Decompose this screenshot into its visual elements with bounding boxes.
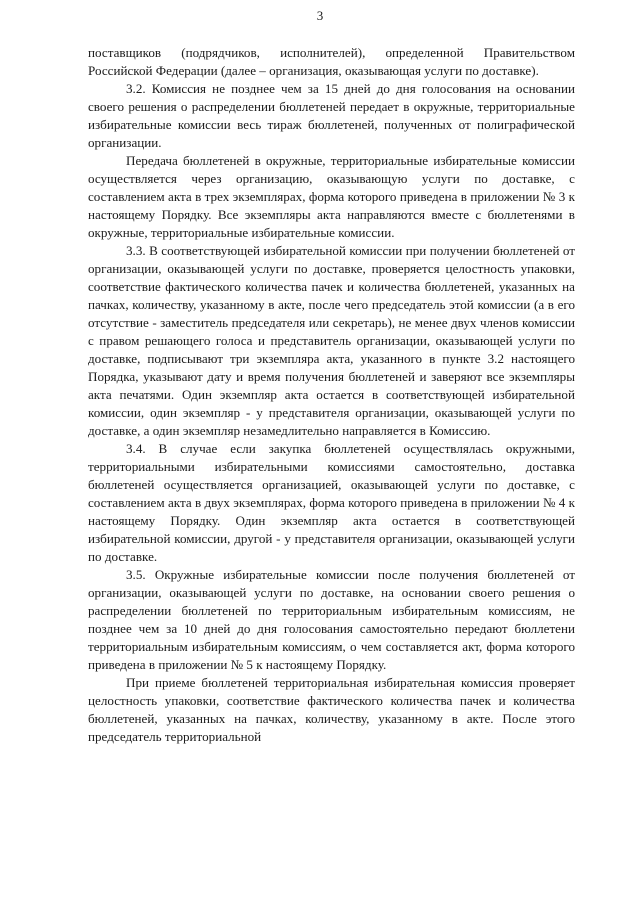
paragraph-continuation: поставщиков (подрядчиков, исполнителей), определенной Правительством Российской Федерации (далее – организация, оказывающая услуги по доставке).: [88, 45, 575, 78]
document-body: [88, 44, 575, 746]
paragraph-3-2-transfer: Передача бюллетеней в окружные, территориальные избирательные комиссии осуществляется через организацию, оказывающую услуги по доставке, с составлением акта в трех экземплярах, форма которого приведена в приложении № 3 к настоящему Порядку. Все экземпляры акта направляются вместе с бюллетенями в окружные, территориальные избирательные комиссии.: [88, 153, 575, 240]
paragraph-3-5-receipt: При приеме бюллетеней территориальная избирательная комиссия проверяет целостность упаковки, соответствие фактического количества пачек и количества бюллетеней, указанных на пачках, количеству, указанному в акте. После этого председатель территориальной: [88, 675, 575, 744]
paragraph-3-4: 3.4. В случае если закупка бюллетеней осуществлялась окружными, территориальными избирательными комиссиями самостоятельно, доставка бюллетеней осуществляется организацией, оказывающей услуги по доставке, с составлением акта в двух экземплярах, форма которого приведена в приложении № 4 к настоящему Порядку. Один экземпляр акта остается в соответствующей избирательной комиссии, другой - у представителя организации, оказывающей услуги по доставке.: [88, 441, 575, 564]
paragraph-3-5: 3.5. Окружные избирательные комиссии после получения бюллетеней от организации, оказывающей услуги по доставке, на основании своего решения о распределении бюллетеней по территориальным избирательным комиссиям, не позднее чем за 10 дней до дня голосования самостоятельно передают бюллетени территориальным избирательным комиссиям, о чем составляется акт, форма которого приведена в приложении № 5 к настоящему Порядку.: [88, 567, 575, 672]
page-number: 3: [316, 8, 324, 23]
paragraph-3-3: 3.3. В соответствующей избирательной комиссии при получении бюллетеней от организации, оказывающей услуги по доставке, проверяется целостность упаковки, соответствие фактического количества пачек и количества бюллетеней, указанных на пачках, количеству, указанному в акте, после чего председатель этой комиссии (а в его отсутствие - заместитель председателя или секретарь), не менее двух членов комиссии с правом решающего голоса и представитель организации, оказывающей услуги по доставке, подписывают три экземпляра акта, указанного в пункте 3.2 настоящего Порядка, указывают дату и время получения бюллетеней и заверяют все экземпляры акта печатями. Один экземпляр акта остается в соответствующей избирательной комиссии, один экземпляр - у представителя организации, оказывающей услуги по доставке, а один экземпляр незамедлительно направляется в Комиссию.: [88, 243, 575, 438]
paragraph-3-2: 3.2. Комиссия не позднее чем за 15 дней до дня голосования на основании своего решения о распределении бюллетеней передает в окружные, территориальные избирательные комиссии весь тираж бюллетеней, полученных от полиграфической организации.: [88, 81, 575, 150]
